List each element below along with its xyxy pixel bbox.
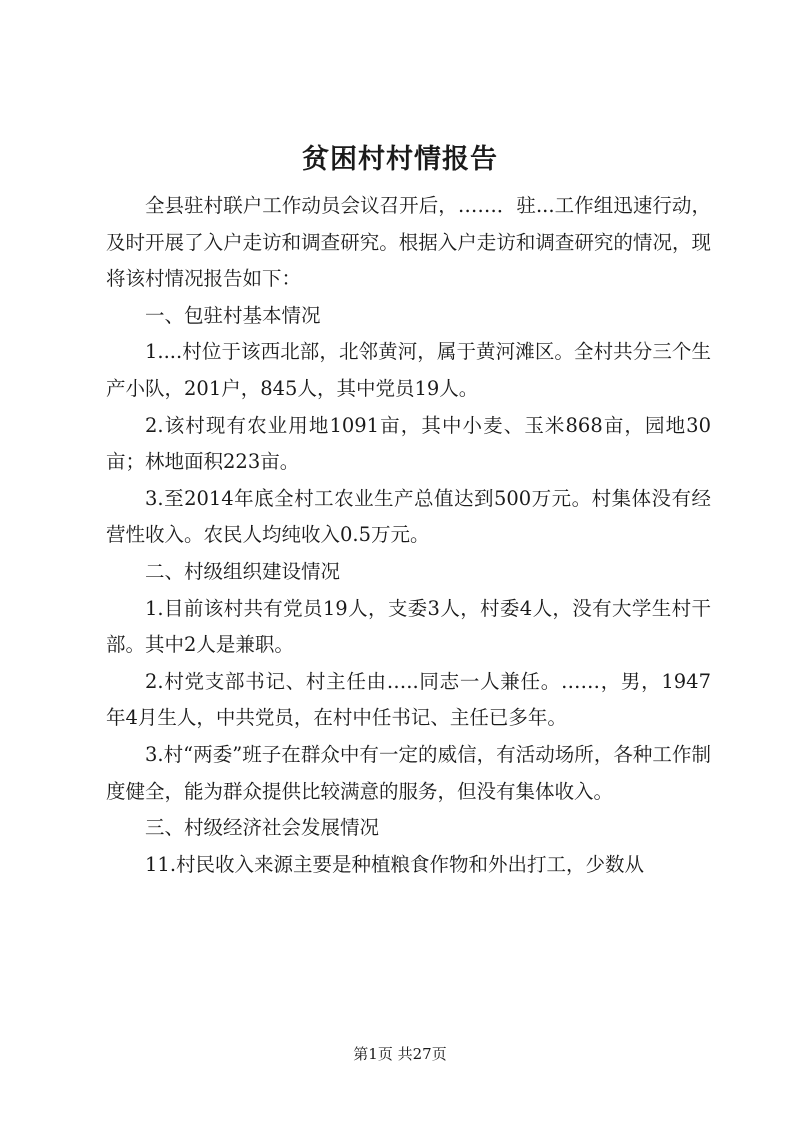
intro-paragraph: 全县驻村联户工作动员会议召开后，……．驻...工作组迅速行动，及时开展了入户走访和调查研究。根据入户走访和调查研究的情况，现将该村情况报告如下： xyxy=(106,194,711,291)
paragraph: 2.该村现有农业用地1091亩，其中小麦、玉米868亩，园地30亩；林地面积223亩。 xyxy=(106,413,711,474)
paragraph: 2.村党支部书记、村主任由…..同志一人兼任。……，男，1947年4月生人，中共党员，在村中任书记、主任已多年。 xyxy=(106,669,711,730)
section-heading-organization: 二、村级组织建设情况 xyxy=(145,559,341,583)
section-heading-basic-info: 一、包驻村基本情况 xyxy=(145,303,321,327)
document-body xyxy=(106,188,711,883)
page-number-footer: 第1页 共27页 xyxy=(353,1045,447,1063)
paragraph: 1....村位于该西北部，北邻黄河，属于黄河滩区。全村共分三个生产小队，201户，845人，其中党员19人。 xyxy=(106,340,711,400)
paragraph: 1.目前该村共有党员19人，支委3人，村委4人，没有大学生村干部。其中2人是兼职。 xyxy=(106,596,711,657)
paragraph: 3.至2014年底全村工农业生产总值达到500万元。村集体没有经营性收入。农民人均纯收入0.5万元。 xyxy=(106,486,711,547)
section-heading-economy: 三、村级经济社会发展情况 xyxy=(145,816,380,840)
paragraph: 3.村“两委”班子在群众中有一定的威信，有活动场所，各种工作制度健全，能为群众提供比较满意的服务，但没有集体收入。 xyxy=(106,742,711,803)
paragraph: 11.村民收入来源主要是种植粮食作物和外出打工，少数从 xyxy=(145,852,645,876)
document-title: 贫困村村情报告 xyxy=(302,144,498,175)
